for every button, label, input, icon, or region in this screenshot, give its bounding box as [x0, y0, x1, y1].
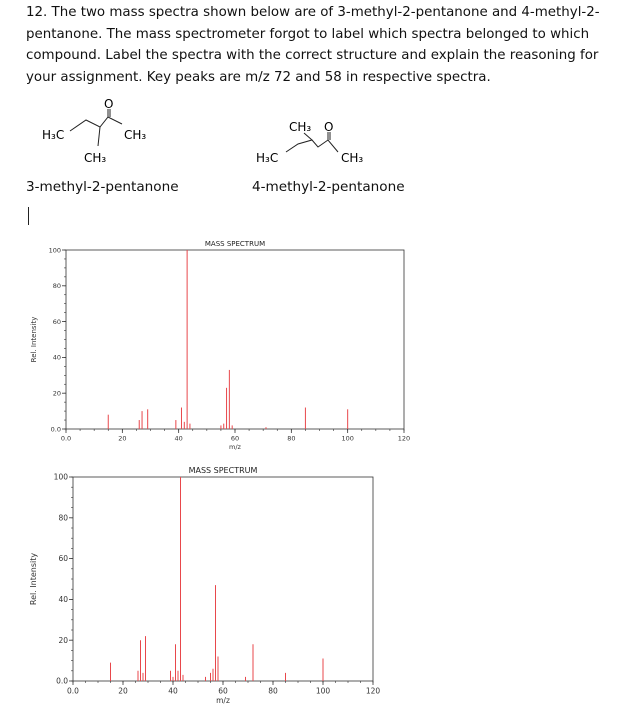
y-tick-label: 0.0 [50, 425, 61, 434]
x-tick-label: 20 [118, 434, 127, 443]
x-tick-label: 120 [365, 686, 381, 696]
mol2-chain-bond [286, 140, 338, 152]
y-tick-label: 100 [53, 472, 68, 482]
molecule-4-methyl-2-pentanone [286, 132, 338, 152]
molecule-structures [0, 96, 621, 176]
mol1-ch3-branch-label: CH₃ [84, 151, 107, 165]
mol2-ch3-right-label: CH₃ [341, 151, 364, 165]
spectrum-1-title: MASS SPECTRUM [204, 240, 266, 248]
x-tick-label: 100 [341, 434, 354, 443]
y-tick-label: 100 [48, 246, 61, 255]
x-tick-label: 60 [230, 434, 240, 443]
mol2-ch3-branch-label: CH₃ [289, 120, 312, 134]
question-text: 12. The two mass spectra shown below are of 3-methyl-2-pentanone and 4-methyl-2-pentanone. The mass spectrometer forgot to label which spectra belonged to which compound. Label the spectra with the correct structure and explain the reasoning for your assignment. Key peaks are m/z 72 and 58 in respective spectra. [26, 5, 600, 85]
y-tick-label: 80 [52, 282, 61, 291]
spectrum-1-xlabel: m/z [229, 443, 241, 451]
x-tick-label: 80 [268, 686, 278, 696]
x-tick-label: 100 [315, 686, 331, 696]
mol1-chain-bond [70, 117, 122, 131]
spectrum-1-ylabel: Rel. Intensity [30, 316, 38, 363]
mass-spectrum-1 [0, 232, 621, 457]
x-tick-label: 0.0 [60, 434, 72, 443]
spectrum-1-plot-frame [66, 250, 404, 429]
x-tick-label: 80 [287, 434, 296, 443]
mol1-h3c-label: H₃C [42, 128, 65, 142]
y-tick-label: 80 [58, 513, 68, 523]
y-tick-label: 40 [58, 595, 68, 605]
molecule-1-name: 3-methyl-2-pentanone [26, 179, 179, 195]
mol2-branch-bond [304, 133, 312, 140]
spectrum-2-ylabel: Rel. Intensity [29, 552, 38, 606]
y-tick-label: 0.0 [56, 676, 68, 686]
mol2-h3c-label: H₃C [256, 151, 279, 165]
x-tick-label: 120 [397, 434, 411, 443]
molecule-2-name: 4-methyl-2-pentanone [252, 179, 405, 195]
y-tick-label: 40 [52, 353, 61, 362]
spectrum-2-plot-frame [73, 477, 373, 681]
mol1-branch-bond [98, 127, 100, 146]
x-tick-label: 60 [218, 686, 228, 696]
mol1-ch3-right-label: CH₃ [124, 128, 147, 142]
text-cursor [28, 207, 29, 225]
x-tick-label: 40 [174, 434, 183, 443]
spectrum-2-xlabel: m/z [216, 696, 230, 705]
mol2-oxygen-label: O [324, 120, 334, 134]
y-tick-label: 60 [52, 317, 61, 326]
y-tick-label: 60 [58, 554, 68, 564]
x-tick-label: 0.0 [67, 686, 79, 696]
molecule-3-methyl-2-pentanone [70, 109, 122, 146]
y-tick-label: 20 [58, 635, 68, 645]
x-tick-label: 40 [168, 686, 178, 696]
spectrum-2-title: MASS SPECTRUM [188, 466, 258, 475]
x-tick-label: 20 [118, 686, 128, 696]
mass-spectrum-2 [0, 457, 621, 715]
y-tick-label: 20 [52, 389, 61, 398]
mol1-oxygen-label: O [104, 97, 114, 111]
